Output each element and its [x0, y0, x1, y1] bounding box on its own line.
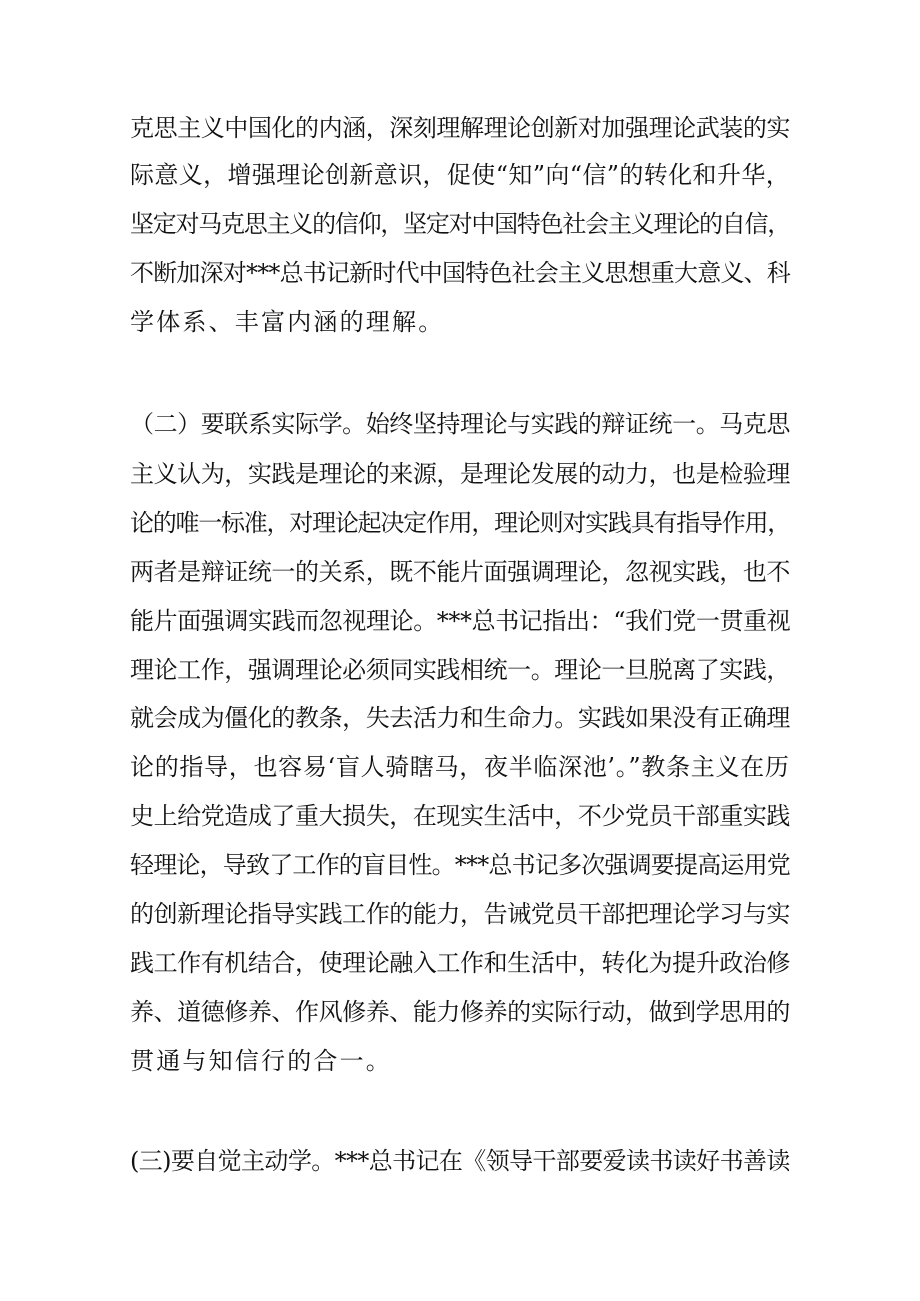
- text-line: 克思主义中国化的内涵，深刻理解理论创新对加强理论武装的实: [130, 114, 790, 142]
- text-line: (三)要自觉主动学。***总书记在《领导干部要爱读书读好书善读: [130, 1147, 790, 1175]
- text-line: 不断加深对***总书记新时代中国特色社会主义思想重大意义、科: [130, 259, 790, 287]
- text-line: 学体系、丰富内涵的理解。: [130, 308, 445, 336]
- text-line: 理论工作，强调理论必须同实践相统一。理论一旦脱离了实践，: [130, 656, 790, 684]
- text-line: 论的指导，也容易‘盲人骑瞎马，夜半临深池’。”教条主义在历: [130, 753, 790, 781]
- text-line: 就会成为僵化的教条，失去活力和生命力。实践如果没有正确理: [130, 704, 790, 732]
- text-line: 论的唯一标准，对理论起决定作用，理论则对实践具有指导作用，: [130, 509, 790, 537]
- text-line: 主义认为，实践是理论的来源，是理论发展的动力，也是检验理: [130, 460, 790, 488]
- text-line: 两者是辩证统一的关系，既不能片面强调理论，忽视实践，也不: [130, 558, 790, 586]
- text-line: 养、道德修养、作风修养、能力修养的实际行动，做到学思用的: [130, 998, 790, 1026]
- text-line: 轻理论，导致了工作的盲目性。***总书记多次强调要提高运用党: [130, 851, 790, 879]
- text-line: 能片面强调实践而忽视理论。***总书记指出：“我们党一贯重视: [130, 607, 791, 635]
- text-line: 的创新理论指导实践工作的能力，告诫党员干部把理论学习与实: [130, 900, 790, 928]
- text-line: 贯通与知信行的合一。: [130, 1047, 392, 1075]
- text-line: 坚定对马克思主义的信仰，坚定对中国特色社会主义理论的自信，: [130, 210, 790, 238]
- text-line: 史上给党造成了重大损失，在现实生活中，不少党员干部重实践: [130, 802, 790, 830]
- text-line: （二）要联系实际学。始终坚持理论与实践的辩证统一。马克思: [130, 410, 790, 438]
- text-line: 践工作有机结合，使理论融入工作和生活中，转化为提升政治修: [130, 949, 790, 977]
- text-line: 际意义，增强理论创新意识，促使“知”向“信”的转化和升华，: [130, 161, 791, 189]
